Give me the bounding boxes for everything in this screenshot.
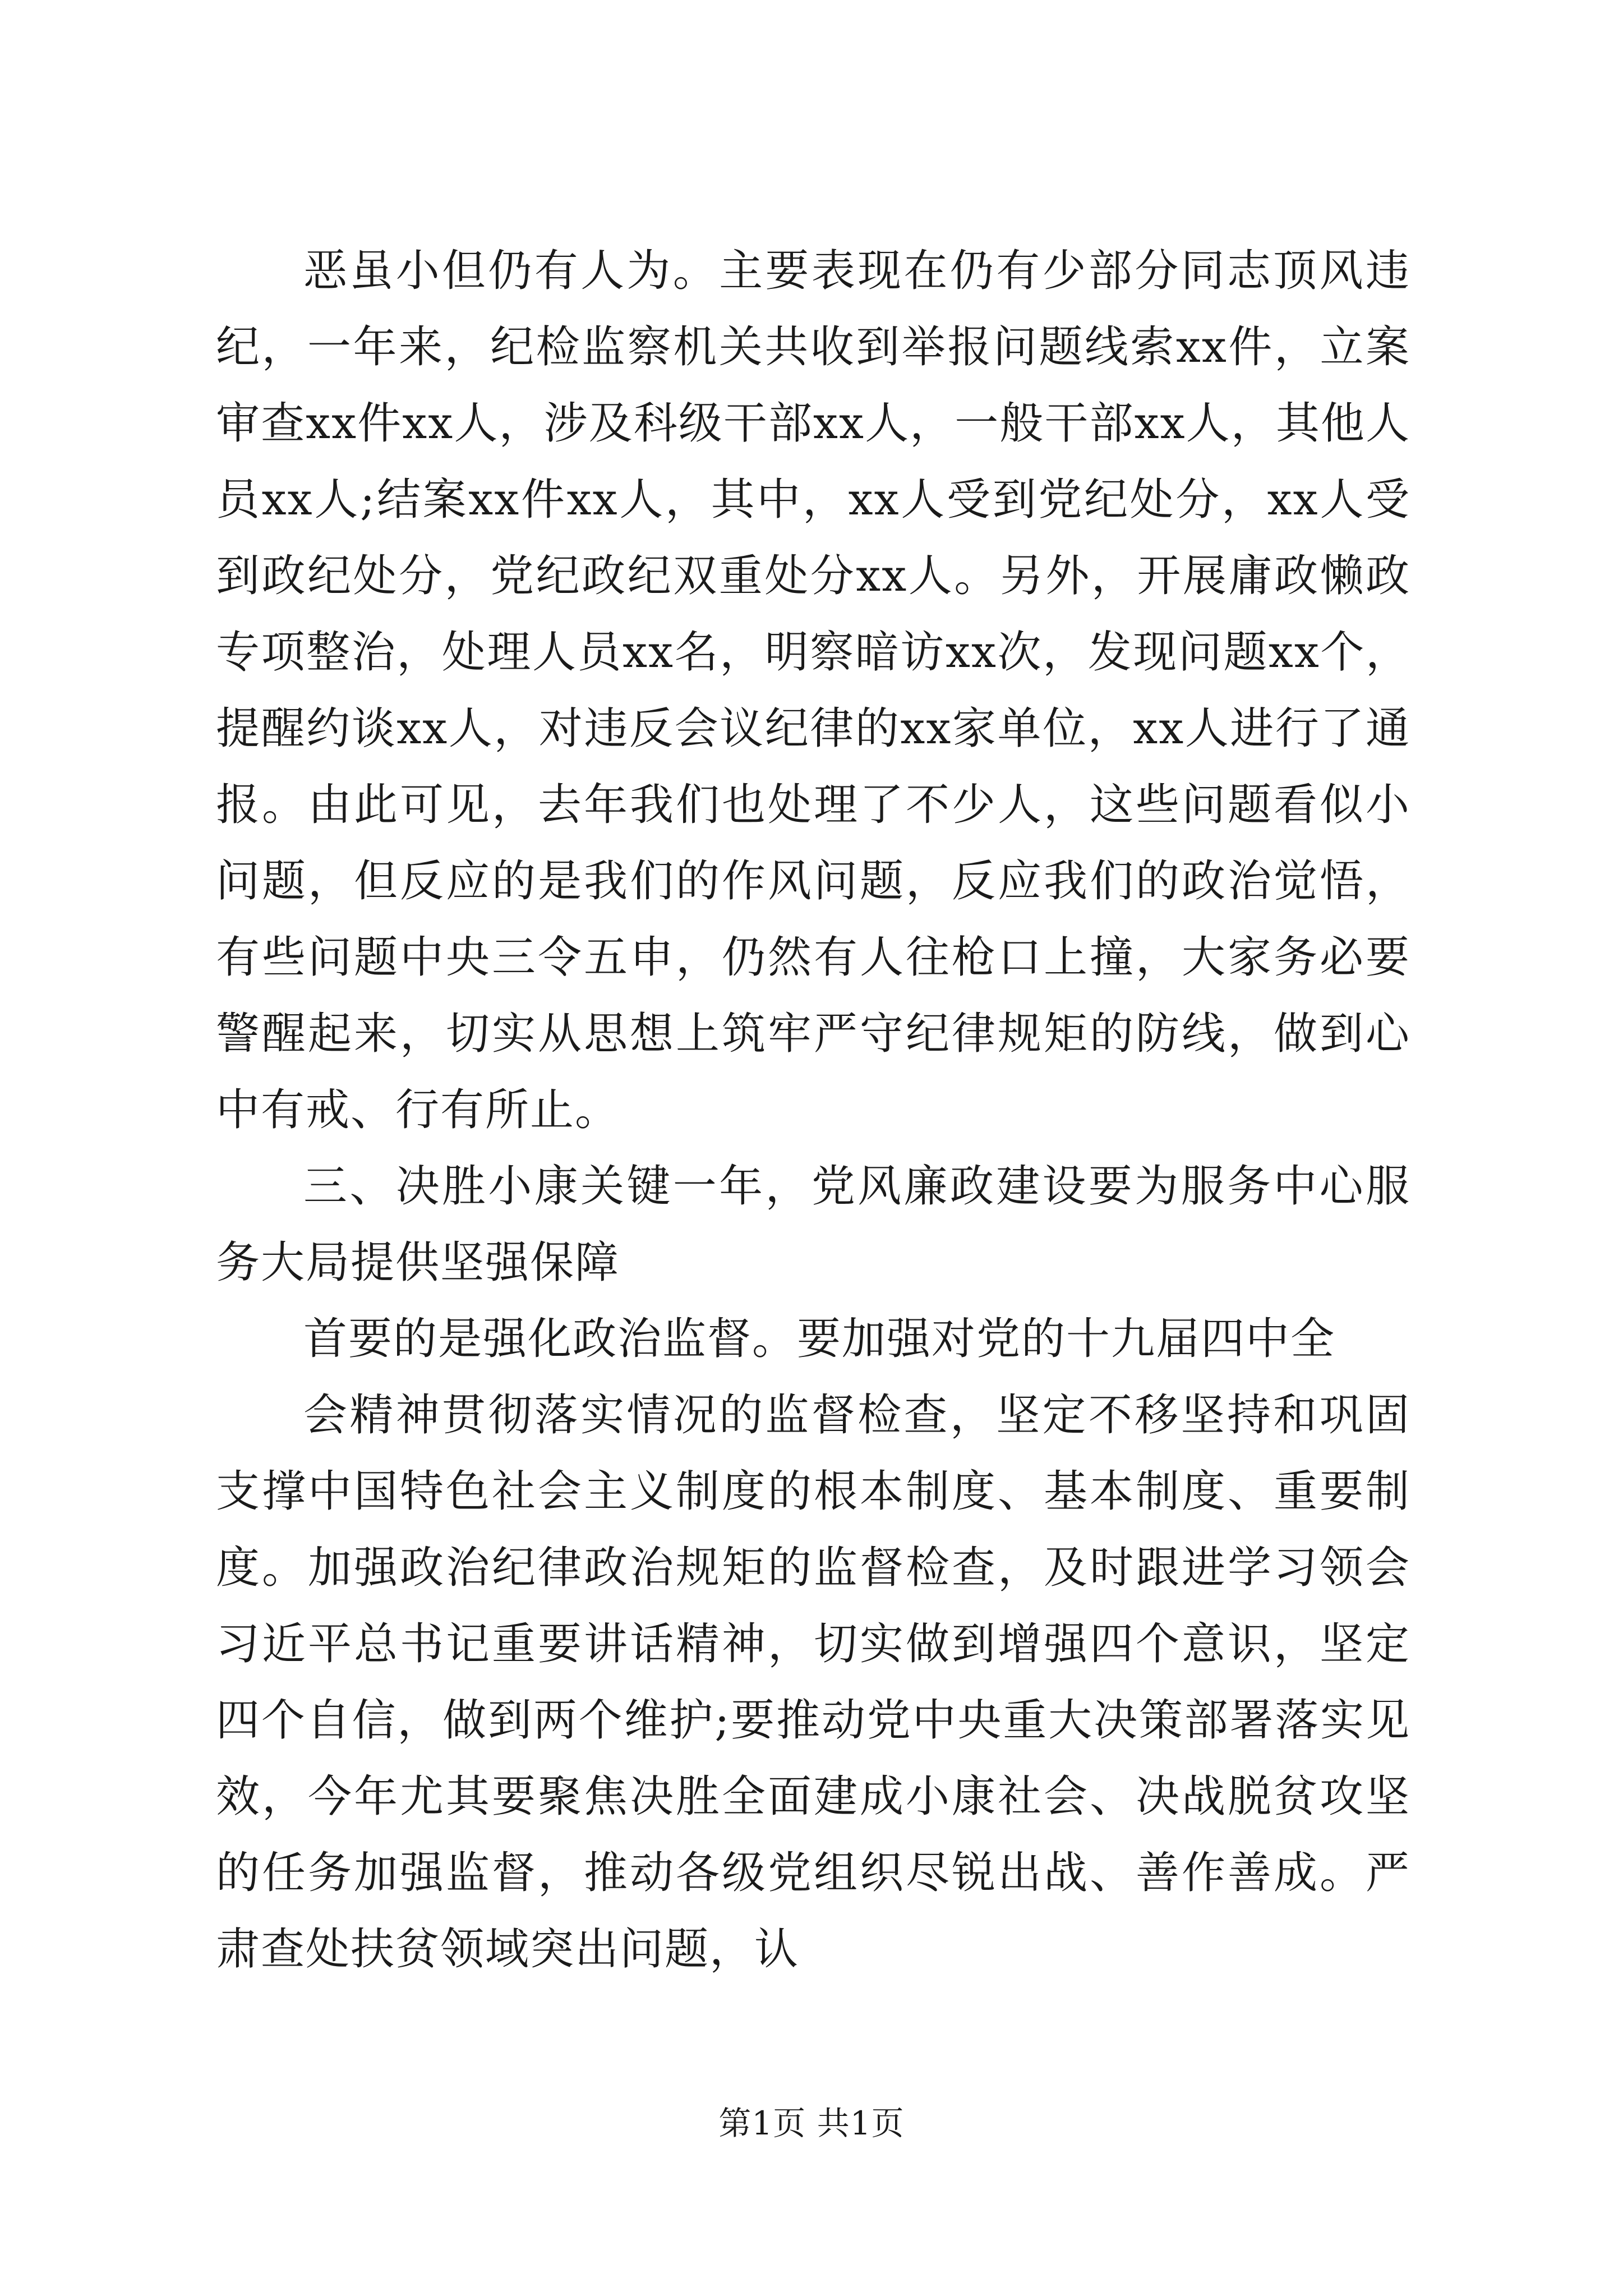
- section-heading-three: 三、决胜小康关键一年，党风廉政建设要为服务中心服务大局提供坚强保障: [216, 1161, 1410, 1288]
- document-body: [216, 233, 1410, 1987]
- paragraph-political-supervision-detail: 会精神贯彻落实情况的监督检查，坚定不移坚持和巩固支撑中国特色社会主义制度的根本制度、基本制度、重要制度。加强政治纪律政治规矩的监督检查，及时跟进学习领会习近平总书记重要讲话精神，切实做到增强四个意识，坚定四个自信，做到两个维护;要推动党中央重大决策部署落实见效，今年尤其要聚焦决胜全面建成小康社会、决战脱贫攻坚的任务加强监督，推动各级党组织尽锐出战、善作善成。严肃查处扶贫领域突出问题，认: [216, 1390, 1410, 1975]
- page-footer: 第1页 共1页: [718, 2104, 905, 2142]
- paragraph-political-supervision-intro: 首要的是强化政治监督。要加强对党的十九届四中全: [303, 1314, 1336, 1364]
- paragraph-discipline-cases: 恶虽小但仍有人为。主要表现在仍有少部分同志顶风违纪，一年来，纪检监察机关共收到举报问题线索xx件，立案审查xx件xx人，涉及科级干部xx人，一般干部xx人，其他人员xx人;结案xx件xx人，其中，xx人受到党纪处分，xx人受到政纪处分，党纪政纪双重处分xx人。另外，开展庸政懒政专项整治，处理人员xx名，明察暗访xx次，发现问题xx个，提醒约谈xx人，对违反会议纪律的xx家单位，xx人进行了通报。由此可见，去年我们也处理了不少人，这些问题看似小问题，但反应的是我们的作风问题，反应我们的政治觉悟，有些问题中央三令五申，仍然有人往枪口上撞，大家务必要警醒起来，切实从思想上筑牢严守纪律规矩的防线，做到心中有戒、行有所止。: [216, 246, 1410, 1135]
